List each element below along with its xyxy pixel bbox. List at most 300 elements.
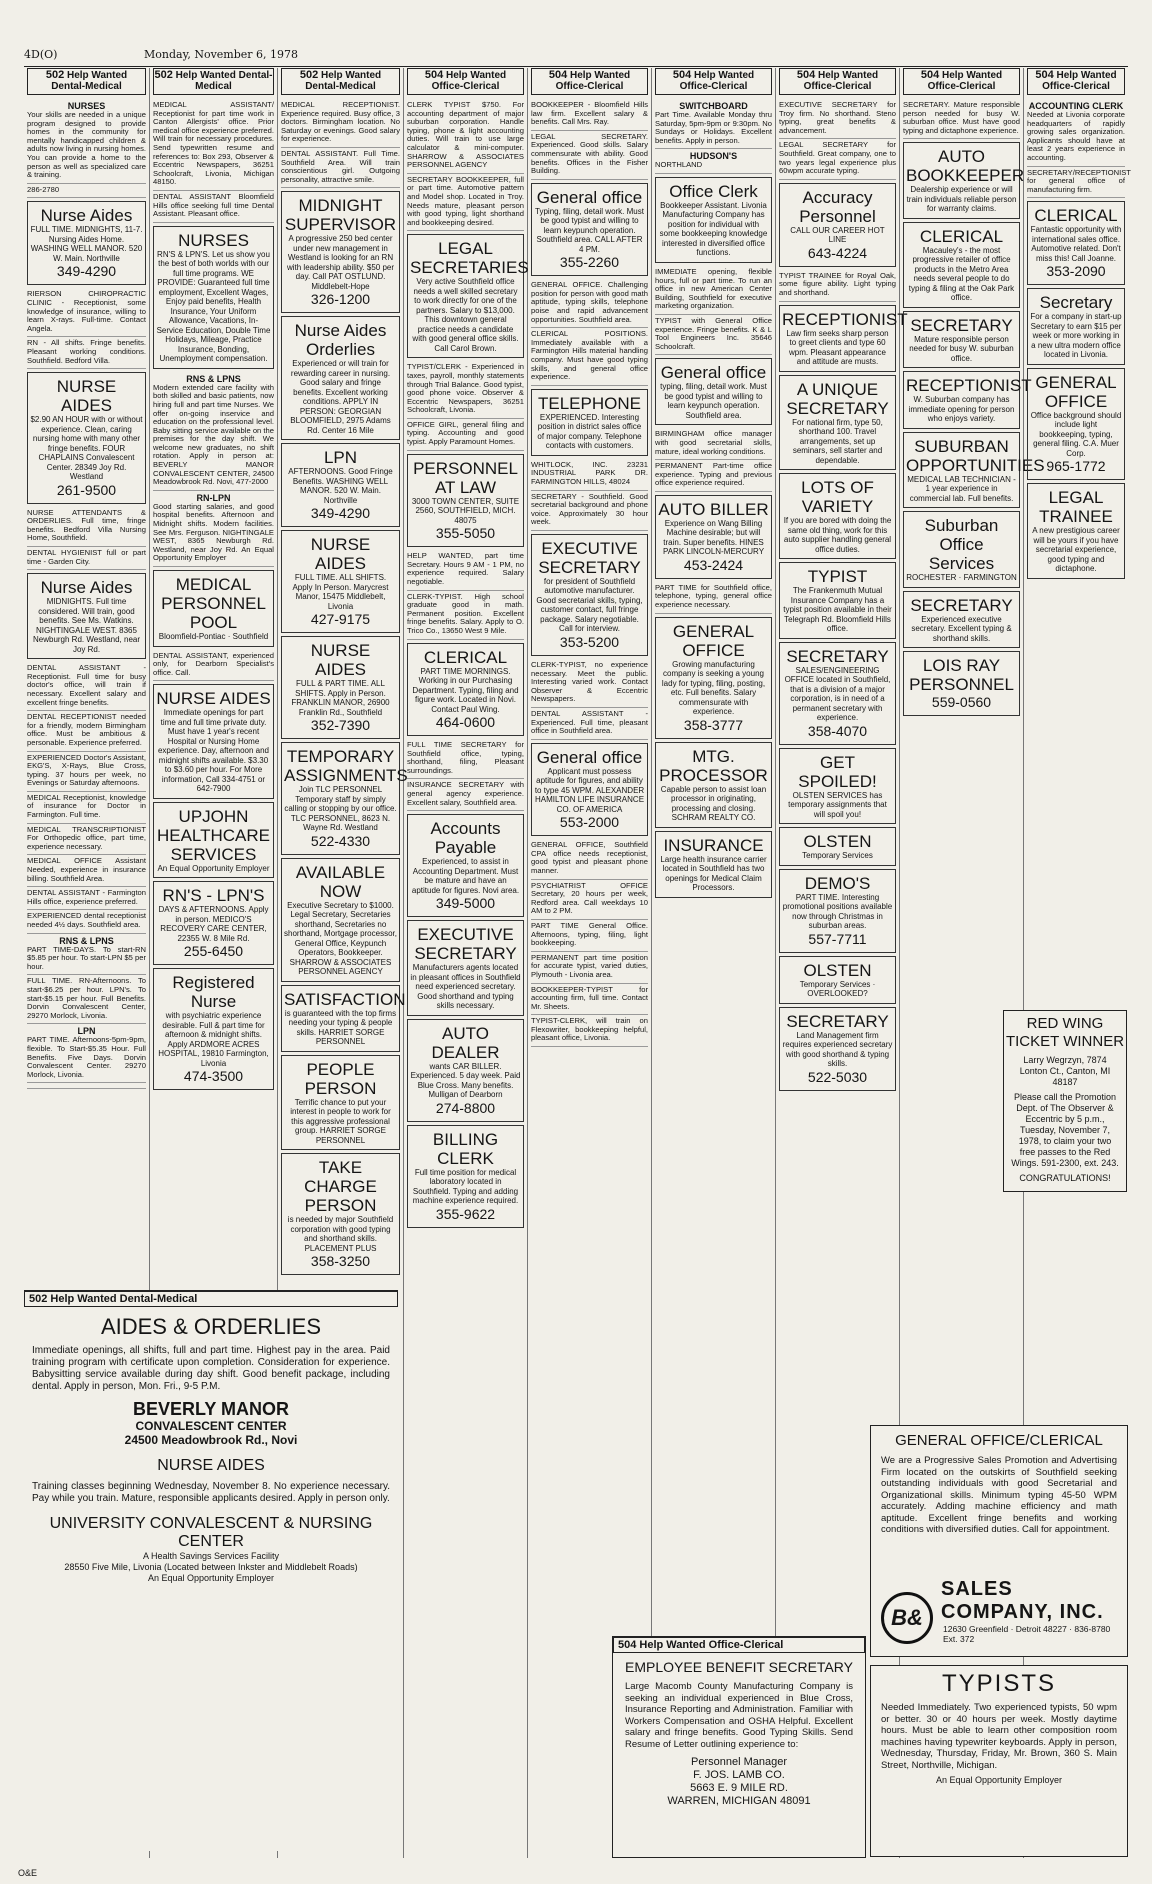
display-ad — [903, 591, 1020, 649]
display-ad-title: OLSTEN — [803, 960, 872, 980]
classified-ad — [655, 99, 772, 149]
display-ad-phone: 352-7390 — [310, 717, 371, 734]
section-title: Help Wanted Office-Clerical — [679, 70, 755, 92]
display-ad-title: UPJOHN HEALTHCARE SERVICES — [156, 806, 271, 864]
display-ad-phone: 464-0600 — [435, 714, 496, 730]
display-ad-body: FULL TIME. MIDNIGHTS, 11-7. Nursing Aides Home. WASHING WELL MANOR. 520 W. Main. Northville — [30, 225, 143, 263]
ad-text: TYPIST with General Office experience. Fringe benefits. K & L Tool Engineers Inc. 35646 Schoolcraft. — [655, 315, 772, 351]
display-ad — [27, 201, 146, 285]
ad-text: PART TIME for Southfield office, telephone, typing, general office experience necessary. — [655, 582, 772, 610]
display-ad — [655, 358, 772, 425]
classified-ad — [531, 279, 648, 328]
ad-title: GENERAL OFFICE/CLERICAL — [895, 1432, 1103, 1449]
display-ad-body: OLSTEN SERVICES has temporary assignments that will spoil you! — [788, 790, 887, 819]
ad-text: SECRETARY - Southfield. Good secretarial background and phone voice. Approximately 30 hour week. — [531, 491, 648, 527]
display-ad-body: DAYS & AFTERNOONS. Apply in person. MEDICO'S RECOVERY CARE CENTER, 22355 W. 8 Mile Rd. — [158, 905, 269, 943]
display-ad-body: 3000 TOWN CENTER, SUITE 2560, SOUTHFIELD, MICH. 48075 — [411, 496, 520, 525]
ad-text: EXPERIENCED dental receptionist needed 4½ days. Southfield area. — [27, 911, 146, 929]
display-ad-phone: 522-4330 — [310, 832, 371, 849]
ad-text: TYPIST-CLERK, will train on Flexowriter, bookkeeping helpful, pleasant office, Livonia. — [531, 1016, 648, 1043]
section-number: 504 — [1035, 69, 1054, 81]
display-ad-body: SALES/ENGINEERING OFFICE located in Southfield, that is a division of a major corporation, is in need of a permanent secretary with experience. — [784, 665, 891, 723]
display-ad — [655, 742, 772, 828]
display-ad — [779, 1007, 896, 1091]
display-ad-phone: 349-5000 — [435, 895, 496, 912]
display-ad-title: GET SPOILED! — [798, 752, 877, 791]
ad-text: PART TIME-DAYS. To start-RN $5.85 per hour. To start-LPN $5 per hour. — [27, 944, 146, 971]
display-ad-phone: 557-7711 — [808, 930, 867, 947]
display-ad-title: EXECUTIVE SECRETARY — [538, 538, 641, 577]
classified-ad — [27, 507, 146, 547]
display-ad-phone: 349-4290 — [56, 263, 117, 280]
classified-ad — [27, 288, 146, 337]
ad-body: We are a Progressive Sales Promotion and Advertising Firm located on the outskirts of Southfield seeking outstanding individuals with good Secretarial and Organizational skills. Minimum typing 45-50 WPM accurately. Adding machine efficiency and math aptitude. Excellent fringe benefits and working conditions with diversified duties. Call for appointment. — [881, 1455, 1117, 1535]
classified-ad — [153, 372, 274, 491]
display-ad-title: SECRETARY — [786, 646, 889, 666]
classified-ad — [531, 99, 648, 131]
ad-text: MEDICAL RECEPTIONIST. Experience required. Busy office, 3 doctors. Birmingham location. No Saturday or evenings. Good salary for experience. — [281, 100, 400, 144]
display-ad-body: ROCHESTER · FARMINGTON — [906, 573, 1017, 583]
classified-ad — [655, 428, 772, 460]
display-ad — [281, 742, 408, 855]
display-ad-body: Experience on Wang Billing Machine desirable; but will train. Super benefits. HINES PARK LINCOLN-MERCURY — [662, 518, 765, 557]
ad-text: CLERK-TYPIST, no experience necessary. Meet the public. Interesting varied work. Contact Observer & Eccentric Newspapers. — [531, 659, 648, 704]
ad-text: DENTAL ASSISTANT. Full Time. Southfield Area. Will train conscientious girl. Outgoing personality, attractive smile. — [281, 148, 400, 184]
classified-ad — [779, 139, 896, 179]
display-ad-body: FULL & PART TIME. ALL SHIFTS. Apply in Person. FRANKLIN MANOR, 26900 Franklin Rd., Southfield — [291, 679, 390, 717]
display-ad-phone: 559-0560 — [931, 694, 992, 711]
classified-ad — [153, 191, 274, 223]
display-ad-title: Nurse Aides — [40, 206, 133, 226]
display-ad — [531, 743, 648, 837]
classified-ad — [281, 99, 400, 148]
display-ad — [903, 142, 1025, 219]
display-ad-body: PART TIME. Interesting promotional positions available now through Christmas in suburban areas. — [782, 892, 893, 931]
facility-address: 24500 Meadowbrook Rd., Novi — [124, 1433, 298, 1447]
classified-ad — [407, 779, 524, 811]
classified-ad — [655, 460, 772, 492]
display-ad-title: Office Clerk — [669, 181, 758, 201]
display-ad — [903, 222, 1020, 308]
display-ad-title: LEGAL SECRETARIES — [410, 239, 529, 278]
section-title: Help Wanted Dental-Medical — [175, 70, 273, 92]
ad-text: PERMANENT part time position for accurate typist, varied duties, Plymouth - Livonia area. — [531, 952, 648, 979]
display-ad-title: AUTO BOOKKEEPER — [906, 147, 1025, 186]
classified-ad — [27, 662, 146, 711]
display-ad-body: wants CAR BILLER. Experienced. 5 day week. Paid Blue Cross. Many benefits. Mulligan of Dearborn — [410, 1061, 521, 1100]
classified-ad — [27, 184, 146, 199]
display-ad-body: Typing, filing, detail work. Must be good typist and willing to learn keypunch operation. Southfield area. CALL AFTER 4 PM. — [535, 206, 644, 254]
display-ad-body: Experienced executive secretary. Excellent typing & shorthand skills. — [911, 614, 1012, 643]
classified-ad — [655, 315, 772, 355]
display-ad-body: W. Suburban company has immediate opening for person who enjoys variety. — [908, 395, 1015, 424]
display-ad — [779, 562, 896, 639]
display-ad-body: is needed by major Southfield corporation with good typing and shorthand skills. PLACEMENT PLUS — [287, 1215, 394, 1253]
classified-ad — [27, 887, 146, 910]
display-ad-phone: 474-3500 — [183, 1068, 244, 1085]
classified-ad — [1027, 167, 1131, 199]
section-title: Help Wanted Dental-Medical — [305, 70, 382, 92]
display-ad — [903, 432, 1045, 509]
display-ad — [407, 1019, 524, 1122]
facility-name: BEVERLY MANOR — [132, 1399, 290, 1419]
display-ad-body: Macauley's - the most progressive retailer of office products in the Metro Area needs several people to do typing & filing at the Oak Park office. — [908, 245, 1015, 303]
ad-text: DENTAL RECEPTIONIST needed for a friendly, modern Birmingham office. Must be ambitious & personable. Experience preferred. — [27, 712, 146, 747]
ad-text: DENTAL ASSISTANT, experienced only, for Dearborn Specialist's office. Call. — [153, 650, 274, 677]
display-ad-body: typing, filing, detail work. Must be good typist and willing to learn keypunch operation. Southfield area. — [660, 382, 767, 420]
display-ad — [407, 643, 524, 737]
display-ad-phone: 358-3777 — [683, 716, 744, 733]
display-ad-title: SUBURBAN OPPORTUNITIES — [906, 436, 1045, 475]
display-ad-body: Capable person to assist loan processor in originating, processing and closing. SCHRAM REALTY CO. — [660, 784, 767, 823]
ad-title: TYPISTS — [941, 1670, 1057, 1697]
display-ad-title: MEDICAL PERSONNEL POOL — [161, 575, 266, 632]
display-ad-body: $2.90 AN HOUR with or without experience. Clean, caring nursing home with many other fringe benefits. FOUR CHAPLAINS Convalescent Center. 28349 Joy Rd. Westland — [30, 415, 143, 482]
display-ad-title: NURSES — [178, 230, 249, 250]
red-wing-ad — [1003, 1010, 1127, 1192]
display-ad — [27, 573, 146, 659]
display-ad-body: Bloomfield-Pontiac · Southfield — [158, 632, 269, 641]
nurse-aides-title: NURSE AIDES — [157, 1457, 265, 1474]
section-header: 502 Help Wanted Dental-Medical — [24, 1291, 398, 1307]
display-ad-title: Nurse Aides Orderlies — [294, 321, 387, 360]
display-ad — [903, 651, 1020, 716]
display-ad-title: AVAILABLE NOW — [295, 862, 386, 901]
classified-ad — [531, 880, 648, 920]
display-ad — [779, 869, 896, 953]
ad-text: PSYCHIATRIST OFFICE Secretary, 20 hours per week, Redford area. Call weekdays 10 AM to 2 PM. — [531, 880, 648, 916]
column-header — [903, 68, 1020, 95]
classified-ad — [531, 131, 648, 180]
display-ad-body: PART TIME MORNINGS. Working in our Purchasing Department. Typing, filing and figure work. Located in Novi. Contact Paul Wing. — [412, 666, 519, 714]
display-ad — [779, 642, 896, 745]
classified-ad — [27, 1024, 146, 1083]
ad-text: MEDICAL OFFICE Assistant Needed, experience in insurance billing. Southfield Area. — [27, 856, 146, 883]
column-header — [281, 68, 400, 95]
display-ad-title: SECRETARY — [910, 315, 1013, 335]
display-ad-body: CALL OUR CAREER HOT LINE — [790, 225, 885, 245]
display-ad-body: AFTERNOONS. Good Fringe Benefits. WASHING WELL MANOR. 520 W. Main. Northville — [288, 467, 393, 505]
ad-text: LEGAL SECRETARY for Southfield. Great company, one to two years legal experience plus 60wpm accurate typing. — [779, 140, 896, 176]
display-ad-title: RN'S - LPN'S — [162, 886, 265, 906]
ad-heading: NURSES — [67, 101, 106, 111]
classified-ad — [903, 99, 1020, 139]
display-ad — [903, 371, 1032, 429]
column-header — [531, 68, 648, 95]
display-ad — [407, 920, 524, 1016]
display-ad — [281, 191, 400, 313]
winner-name: Larry Wegrzyn, 7874 Lonton Ct., Canton, MI 48187 — [1019, 1055, 1111, 1087]
display-ad — [779, 827, 896, 866]
ad-text: DENTAL ASSISTANT - Experienced. Full time, pleasant office in Southfield area. — [531, 708, 648, 736]
ad-text: MEDICAL Receptionist, knowledge of insurance for Doctor in Farmington. Full time. — [27, 792, 146, 820]
classified-ad — [531, 952, 648, 984]
ad-heading: HUDSON'S — [689, 151, 738, 162]
display-ad-title: BILLING CLERK — [432, 1129, 499, 1168]
ad-text: DENTAL ASSISTANT - Receptionist. Full time for busy doctor's office, will train if necessary. Excellent salary and excellent fringe benefits. — [27, 663, 146, 707]
column-5 — [528, 68, 652, 1858]
display-ad — [531, 534, 648, 656]
display-ad-body: Bookkeeper Assistant. Livonia Manufacturing Company has position for individual with some bookkeeping knowledge interested in diversified office functions. — [659, 200, 768, 258]
display-ad — [407, 1125, 524, 1228]
classified-ad — [531, 459, 648, 491]
section-title: Help Wanted Office-Clerical — [555, 70, 631, 92]
typists-ad — [870, 1665, 1128, 1857]
display-ad — [27, 372, 146, 504]
classified-ad — [27, 792, 146, 824]
section-number: 504 — [424, 69, 444, 81]
classified-ad — [531, 1015, 648, 1047]
section-number: 504 — [796, 69, 816, 81]
display-ad-phone: 522-5030 — [807, 1068, 868, 1085]
classified-ad — [407, 174, 524, 232]
display-ad — [153, 226, 274, 369]
ad-text: SECRETARY. Mature responsible person needed for busy W. suburban office. Must have good typing and dictaphone experience. — [903, 100, 1020, 135]
classified-ad — [531, 839, 648, 879]
display-ad-phone: 453-2424 — [683, 556, 744, 573]
display-ad — [779, 473, 896, 559]
employee-benefit-ad — [612, 1636, 866, 1858]
classified-ad — [153, 99, 274, 191]
classified-ad — [27, 975, 146, 1024]
classified-ad — [27, 99, 146, 184]
display-ad-phone: 326-1200 — [310, 291, 371, 308]
display-ad-phone: 553-2000 — [559, 814, 620, 831]
ad-text: GENERAL OFFICE. Challenging position for person with good math aptitude, typing skills, telephone poise and rapid advancement opportunities. Southfield area. — [531, 280, 648, 324]
column-4 — [404, 68, 528, 1858]
display-ad — [153, 968, 274, 1090]
display-ad-body: Applicant must possess aptitude for figures, and ability to type 45 WPM. ALEXANDER HAMILTON LIFE INSURANCE CO. OF AMERICA — [534, 766, 645, 814]
display-ad-body: The Frankenmuth Mutual Insurance Company has a typist position available in their Telegraph Rd. Bloomfield Hills office. — [783, 586, 892, 634]
display-ad-body: Mature responsible person needed for busy W. suburban office. — [909, 334, 1014, 363]
section-title: Help Wanted Office-Clerical — [431, 70, 507, 92]
ad-text: RN - All shifts. Fringe benefits. Pleasant working conditions. Southfield. Bedford Villa. — [27, 338, 146, 365]
classified-ad — [27, 1083, 146, 1089]
ad-text: OFFICE GIRL, general filing and typing. Accounting and good typist. Apply Paramount Homes. — [407, 419, 524, 447]
classified-ad — [407, 591, 524, 640]
display-ad — [903, 311, 1020, 369]
page-number: 4D(O) — [24, 48, 58, 61]
classified-ad — [27, 337, 146, 369]
display-ad-body: Full time position for medical laboratory located in Southfield. Typing and adding machine experience required. — [412, 1167, 519, 1206]
display-ad-title: NURSE AIDES — [156, 689, 271, 709]
classified-ad — [531, 984, 648, 1016]
ad-body: Large Macomb County Manufacturing Company is seeking an individual experienced in Blue Cross, Insurance Reporting and Administration. Familiar with Workers Compensation and OSHA Helpful. Excellent salary and fringe benefits. Good Typing Skills. Send Resume of Letter outlining experience to: — [625, 1681, 853, 1750]
ad-heading: SWITCHBOARD — [679, 101, 748, 111]
ad-text: PART TIME General Office. Afternoons, typing, filing, light bookkeeping. — [531, 920, 648, 948]
display-ad-title: Registered Nurse — [172, 973, 255, 1012]
classified-ad — [27, 934, 146, 976]
display-ad-body: Manufacturers agents located in pleasant offices in Southfield need experienced secretary. Good shorthand and typing skills necessary. — [410, 963, 521, 1011]
display-ad-phone: 965-1772 — [1046, 458, 1106, 475]
ad-text: LEGAL SECRETARY. Experienced. Good skills. Salary commensurate with ability. Good benefits. Offices in the Fisher Building. — [531, 131, 648, 176]
display-ad — [1027, 483, 1125, 579]
classified-ad — [1027, 99, 1125, 167]
display-ad-title: MTG. PROCESSOR — [659, 746, 768, 785]
ad-text: FULL TIME. RN-Afternoons. To start-$6.25 per hour. LPN's. To start-$5.15 per hour. Full Benefits. Dorvin Convalescent Center, 29270 Morlock, Livonia. — [27, 976, 146, 1020]
display-ad-phone: 427-9175 — [310, 611, 371, 628]
section-number: 502 — [45, 69, 65, 81]
ad-text: IMMEDIATE opening, flexible hours, full or part time. To run an office in new American Center Building, Southfield for executive marketing organization. — [655, 266, 772, 311]
ad-text: BOOKKEEPER-TYPIST for accounting firm, full time. Contact Mr. Sheets. — [531, 984, 648, 1011]
display-ad-body: Immediate openings for part time and full time private duty. Must have 1 year's recent Hospital or Nursing Home experience. Day, afternoon and midnight shifts available. $3.30 to $3.60 per hour. For More information, Call 334-4751 or 642-7900 — [157, 708, 270, 794]
ad-text: EXECUTIVE SECRETARY for Troy firm. No shorthand. Steno typing, great benefits & advancement. — [779, 100, 896, 135]
column-header — [27, 68, 146, 95]
ad-text: EXPERIENCED Doctor's Assistant, EKG'S, X-Rays, Blue Cross, typing. 37 hours per week, no Evenings or Saturday afternoons. — [27, 752, 146, 788]
display-ad — [153, 570, 274, 647]
display-ad-title: AUTO DEALER — [431, 1023, 500, 1062]
display-ad — [281, 530, 400, 633]
display-ad — [281, 636, 400, 739]
display-ad — [281, 443, 400, 527]
classified-ad — [779, 270, 896, 302]
ad-text: 286-2780 — [27, 184, 60, 194]
university-address: 28550 Five Mile, Livonia (Located between Inkster and Middlebelt Roads) — [64, 1562, 358, 1572]
display-ad-body: is guaranteed with the top firms needing your typing & people skills. HARRIET SORGE PERSONNEL — [284, 1008, 397, 1047]
display-ad-title: TELEPHONE — [538, 393, 641, 413]
display-ad-body: EXPERIENCED. Interesting position in district sales office of major company. Telephone contacts with customers. — [537, 412, 642, 451]
address-1: 5663 E. 9 MILE RD. — [690, 1782, 788, 1794]
display-ad — [281, 1153, 400, 1275]
classified-ad — [531, 920, 648, 952]
issue-date: Monday, November 6, 1978 — [144, 48, 299, 61]
display-ad-title: CLERICAL — [1034, 206, 1118, 226]
section-header: 504 Help Wanted Office-Clerical — [613, 1637, 865, 1653]
section-number: 504 — [672, 69, 692, 81]
display-ad-title: CLERICAL — [423, 647, 508, 667]
ad-text: BIRMINGHAM office manager with good secretarial skills, mature, ideal working conditions. — [655, 429, 772, 456]
display-ad — [407, 814, 524, 917]
display-ad — [281, 985, 406, 1052]
column-header — [779, 68, 896, 95]
ad-heading: ACCOUNTING CLERK — [1028, 101, 1124, 111]
display-ad — [779, 183, 896, 267]
company-logo: B& — [881, 1592, 933, 1644]
classified-ad — [655, 149, 772, 174]
display-ad-title: RECEPTIONIST — [782, 309, 908, 329]
classified-ad — [27, 711, 146, 751]
section-title: Help Wanted Office-Clerical — [803, 70, 879, 92]
ad-body: Needed Immediately. Two experienced typists, 50 wpm or better. 30 or 40 hours per week. Mostly daytime hours. Must be able to learn other composition room machines having typewriter keyboards. Apply in person, Wednesday, Thursday, Friday, Mr. Brown, 360 S. Main Street, Northville, Michigan. — [881, 1702, 1117, 1771]
display-ad-title: A UNIQUE SECRETARY — [786, 379, 889, 418]
ad-text: NORTHLAND — [655, 160, 703, 170]
display-ad — [153, 684, 274, 799]
display-ad-body: Land Management firm requires experienced secretary with good shorthand & typing skills. — [782, 1030, 893, 1069]
display-ad-title: LPN — [323, 448, 358, 468]
ad-text: MEDICAL TRANSCRIPTIONIST For Orthopedic office, part time, experience necessary. — [27, 824, 146, 851]
ad-heading: RN-LPN — [196, 492, 231, 503]
ad-text: WHITLOCK, INC. 23231 INDUSTRIAL PARK DR. FARMINGTON HILLS, 48024 — [531, 459, 648, 486]
display-ad-phone: 353-5200 — [559, 633, 620, 650]
display-ad-title: LOTS OF VARIETY — [801, 478, 874, 517]
display-ad-body: Office background should include light bookkeeping, typing, general filing. C.A. Muer Corp. — [1030, 410, 1122, 458]
ad-text: CLERK-TYPIST. High school graduate good in math. Permanent position. Excellent fringe benefits. Salary. Apply to O. Trico Co., 13650 West 9 Mile. — [407, 591, 524, 635]
classified-ad — [531, 708, 648, 740]
display-ad — [281, 1055, 400, 1151]
display-ad-body: Dealership experience or will train individuals reliable person for warranty claims. — [906, 185, 1017, 214]
display-ad-body: Terrific chance to put your interest in people to work for this aggressive professional group. HARRIET SORGE PERSONNEL — [290, 1097, 391, 1145]
display-ad-title: SECRETARY — [786, 1011, 889, 1031]
ad-heading: RNS & LPNS — [59, 935, 114, 946]
classified-ad — [655, 582, 772, 614]
display-ad-body: Experienced, to assist in Accounting Department. Must be mature and have an aptitude for figures. Novi area. — [411, 857, 520, 895]
display-ad — [281, 858, 400, 982]
ad-title: EMPLOYEE BENEFIT SECRETARY — [625, 1659, 853, 1675]
ad-body: Please call the Promotion Dept. of The Observer & Eccentric by 5 p.m., Tuesday, November 7, 1978, to claim your two free passes to the Red Wings. 591-2300, ext. 243. — [1011, 1092, 1119, 1168]
column-6 — [652, 68, 776, 1858]
ad-text: INSURANCE SECRETARY with general agency experience. Excellent salary, Southfield area. — [407, 780, 524, 807]
display-ad — [281, 316, 400, 440]
column-header — [153, 68, 274, 95]
display-ad-phone: 349-4290 — [310, 505, 371, 522]
display-ad — [655, 177, 772, 263]
ad-text: FULL TIME SECRETARY for Southfield office, typing, shorthand, filing, Pleasant surroundings. — [407, 740, 524, 775]
contact: Personnel Manager — [690, 1756, 787, 1768]
display-ad — [779, 956, 896, 1004]
display-ad-title: TEMPORARY ASSIGNMENTS — [284, 747, 408, 786]
section-title: Help Wanted Office-Clerical — [1042, 70, 1117, 92]
section-number: 502 — [154, 69, 173, 81]
display-ad-body: Temporary Services — [802, 851, 873, 861]
display-ad — [1027, 288, 1125, 365]
display-ad-body: Experienced or will train for rewarding career in nursing. Good salary and fringe benefits. Excellent working conditions. APPLY IN PERSON: GEORGIAN BLOOMFIELD, 2975 Adams Rd. Center 16 Mile — [290, 359, 391, 435]
ad-text: CLERK TYPIST $750. For accounting department of major suburban corporation. Handle typing, phone & light accounting duties. Will train to use large calculator & mini-computer. SHARROW & ASSOCIATES PERSONNEL AGENCY — [407, 100, 524, 170]
classified-ad — [407, 419, 524, 451]
display-ad-phone: 261-9500 — [56, 481, 117, 498]
classified-ad — [27, 910, 146, 933]
ad-text: DENTAL ASSISTANT Bloomfield Hills office seeking full time Dental Assistant. Pleasant office. — [153, 191, 274, 219]
classified-ad — [407, 739, 524, 779]
section-number: 504 — [548, 69, 568, 81]
general-office-ad — [870, 1425, 1128, 1657]
ad-text: SECRETARY/RECEPTIONIST for general office of manufacturing firm. — [1027, 167, 1131, 194]
ad-text: NURSE ATTENDANTS & ORDERLIES. Full time, fringe benefits. Bedford Villa Nursing Home, Southfield. — [27, 507, 146, 543]
display-ad-body: If you are bored with doing the same old thing, work for this auto supplier handling general office duties. — [783, 516, 892, 554]
display-ad — [655, 831, 772, 898]
display-ad-body: For a company in start-up Secretary to earn $15 per week or more working in a new ultra modern office located in Livonia. — [1030, 312, 1122, 360]
company-name: F. JOS. LAMB CO. — [693, 1769, 785, 1781]
display-ad-body: Law firm seeks sharp person to greet clients and type 60 wpm. Pleasant appearance and attitude are musts. — [786, 328, 889, 367]
display-ad-title: TYPIST — [807, 567, 868, 587]
display-ad-body: A new prestigious career will be yours if you have secretarial experience, good typing and dictaphone. — [1032, 526, 1120, 574]
display-ad-title: Suburban Office Services — [924, 516, 999, 574]
display-ad-phone: 353-2090 — [1046, 263, 1106, 280]
classified-ad — [27, 752, 146, 792]
display-ad-title: MIDNIGHT SUPERVISOR — [284, 196, 397, 235]
ad-text: GENERAL OFFICE, Southfield CPA office needs receptionist, good typist and pleasant phone manner. — [531, 840, 648, 875]
display-ad — [1027, 201, 1125, 285]
display-ad — [531, 183, 648, 277]
classified-ad — [27, 855, 146, 887]
display-ad-title: DEMO'S — [804, 873, 871, 893]
ad-text: SECRETARY BOOKKEEPER, full or part time. Automotive pattern and Model shop. Located in Troy. Needs mature, pleasant person with good typing, light shorthand and bookkeeping desired. — [407, 174, 524, 227]
classified-ad — [281, 148, 400, 188]
facility-sub: CONVALESCENT CENTER — [135, 1419, 287, 1433]
nurse-aides-body: Training classes beginning Wednesday, November 8. No experience necessary. Pay while you train. Mature, responsible applicants desired. Apply in person only. — [32, 1481, 390, 1504]
display-ad — [779, 748, 896, 825]
display-ad-body: MEDICAL LAB TECHNICIAN - 1 year experience in commercial lab. Full benefits. — [907, 474, 1016, 503]
display-ad-title: LOIS RAY PERSONNEL — [909, 656, 1014, 695]
display-ad-phone: 355-5050 — [435, 525, 496, 542]
ad-text: Your skills are needed in a unique program designed to provide homes in the community for mentally handicapped children & adults now living in nursing homes. You can provide a home to the person as well as specialized care & training. — [27, 110, 146, 180]
display-ad-title: Accounts Payable — [430, 819, 501, 858]
display-ad-title: OLSTEN — [803, 832, 872, 852]
ad-text: Modern extended care facility with both skilled and basic patients, now hiring full and part time Nurses. We offer on-going inservice and education on the professional level. Baby sitting service available on the premises for the day shift. We welcome new graduates, no shift rotation. Apply in person at: BEVERLY MANOR CONVALESCENT CENTER, 24500 Meadowbrook Rd. Novi, 477-2000 — [153, 382, 274, 487]
university-title: UNIVERSITY CONVALESCENT & NURSING CENTER — [49, 1515, 373, 1550]
display-ad — [407, 454, 524, 548]
ad-title: RED WING TICKET WINNER — [1005, 1015, 1125, 1050]
display-ad-title: General office — [536, 747, 643, 767]
